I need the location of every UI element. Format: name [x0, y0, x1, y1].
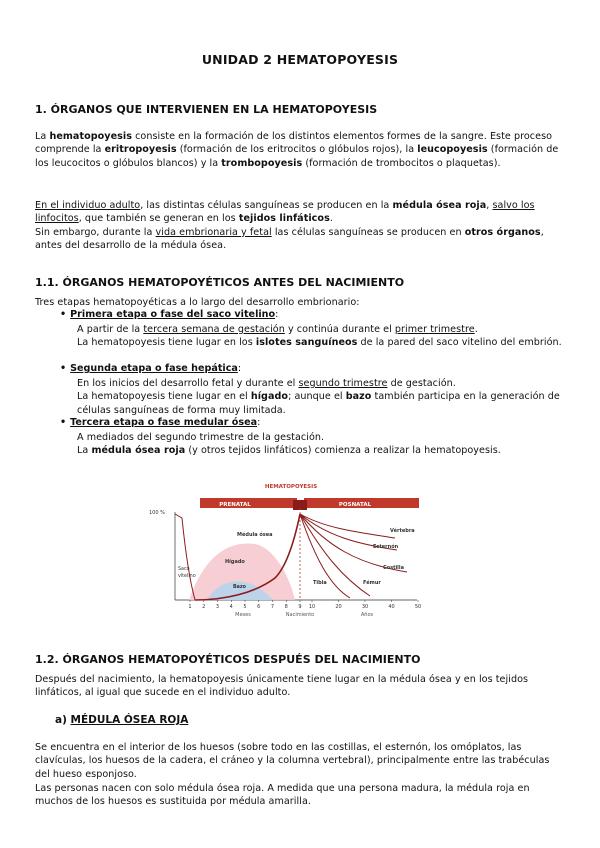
stage-1-text: A partir de la tercera semana de gestación y continúa durante el primer trimestre. La hematopoyesis tiene lugar en los islotes sanguíneos de la pared del saco vitelino del embrión. — [77, 324, 562, 349]
x-label-birth: Nacimiento — [285, 612, 315, 618]
stages-intro: Tres etapas hematopoyéticas a lo largo del desarrollo embrionario: — [35, 297, 360, 308]
x-label-years: Años — [360, 612, 374, 618]
tick-label-month-5: 5 — [243, 604, 247, 610]
section-1-heading: 1. ÓRGANOS QUE INTERVIENEN EN LA HEMATOPOYESIS — [35, 103, 378, 116]
stage-2-text: En los inicios del desarrollo fetal y durante el segundo trimestre de gestación. La hematopoyesis tiene lugar en el hígado; aunque el bazo también participa en la generación de células sanguíneas de forma muy limitada. — [77, 378, 560, 416]
label-bazo: Bazo — [233, 585, 246, 590]
section-1-2-paragraph-3: Las personas nacen con solo médula ósea roja. A medida que una persona madura, la médula roja en muchos de los huesos es sustituida por médula amarilla. — [35, 783, 530, 808]
label-medula-osea: Médula ósea — [237, 532, 273, 538]
tick-label-month-7: 7 — [270, 604, 275, 610]
tick-label-year-30: 30 — [361, 604, 369, 610]
label-higado: Hígado — [225, 559, 245, 565]
section-1-paragraph-2: En el individuo adulto, las distintas células sanguíneas se producen en la médula ósea roja, salvo los linfocitos, que también se generan en los tejidos linfáticos. Sin embargo, durante la vida embrionaria y fetal las células sanguíneas se producen en otros órganos, antes del desarrollo de la médula ósea. — [35, 200, 544, 252]
tick-label-year-40: 40 — [388, 604, 395, 610]
prenatal-label: PRENATAL — [219, 502, 251, 508]
hematopoiesis-figure — [145, 468, 445, 628]
label-costilla: Costilla — [383, 565, 404, 571]
tick-label-month-6: 6 — [257, 604, 261, 610]
tick-label-year-20: 20 — [335, 604, 342, 610]
saco-vitelino-curve — [175, 514, 195, 600]
tick-label-month-9: 9 — [298, 604, 302, 610]
figure-title: HEMATOPOYESIS — [264, 484, 318, 490]
label-tibia: Tibia — [313, 580, 327, 586]
label-esternon: Esternón — [373, 544, 399, 550]
tick-label-month-8: 8 — [284, 604, 288, 610]
posnatal-label: POSNATAL — [338, 502, 372, 508]
stage-2-title: • Segunda etapa o fase hepática: — [60, 363, 242, 374]
label-vertebra: Vértebra — [390, 528, 415, 534]
section-1-2-heading: 1.2. ÓRGANOS HEMATOPOYÉTICOS DESPUÉS DEL NACIMIENTO — [35, 653, 421, 666]
femur-curve — [300, 514, 370, 596]
section-1-2-paragraph-2: Se encuentra en el interior de los huesos (sobre todo en las costillas, el esternón, los omóplatos, las clavículas, los huesos de la cadera, el cráneo y la columna vertebral), principalmente entre las trabéculas del hueso esponjoso. — [35, 742, 550, 780]
y-axis-label: 100 % — [149, 510, 165, 516]
stage-1-title: • Primera etapa o fase del saco vitelino: — [60, 309, 279, 320]
stage-3-title: • Tercera etapa o fase medular ósea: — [60, 417, 261, 428]
tick-label-year-50: 50 — [414, 604, 422, 610]
tick-label-month-1: 1 — [188, 604, 192, 610]
tick-label-month-3: 3 — [215, 604, 220, 610]
tick-label-month-2: 2 — [202, 604, 206, 610]
tick-label-year-10: 10 — [308, 604, 316, 610]
section-1-2-paragraph-1: Después del nacimiento, la hematopoyesis únicamente tiene lugar en la médula ósea y en los tejidos linfáticos, al igual que sucede en el individuo adulto. — [35, 674, 529, 699]
vertebra-curve — [300, 514, 395, 538]
page-title: UNIDAD 2 HEMATOPOYESIS — [201, 52, 399, 67]
section-1-paragraph-1: La hematopoyesis consiste en la formación de los distintos elementos formes de la sangre. Este proceso comprende la eritropoyesis (formación de los eritrocitos o glóbulos rojos), la leucopoyesis (formación de los leucocitos o glóbulos blancos) y la trombopoyesis (formación de trombocitos o plaquetas). — [35, 131, 559, 169]
label-vitelino: vitelino — [178, 574, 196, 579]
costilla-curve — [300, 514, 407, 572]
label-saco: Saco — [178, 567, 190, 572]
section-1-1-heading: 1.1. ÓRGANOS HEMATOPOYÉTICOS ANTES DEL NACIMIENTO — [35, 276, 405, 289]
x-axis-ticks — [188, 600, 421, 610]
subsection-a-heading: a) MÉDULA ÓSEA ROJA — [55, 714, 189, 726]
x-label-months: Meses — [235, 612, 251, 618]
label-femur: Fémur — [363, 580, 381, 586]
tick-label-month-4: 4 — [229, 604, 233, 610]
stage-3-text: A mediados del segundo trimestre de la gestación. La médula ósea roja (y otros tejidos linfáticos) comienza a realizar la hematopoyesis. — [77, 432, 501, 457]
